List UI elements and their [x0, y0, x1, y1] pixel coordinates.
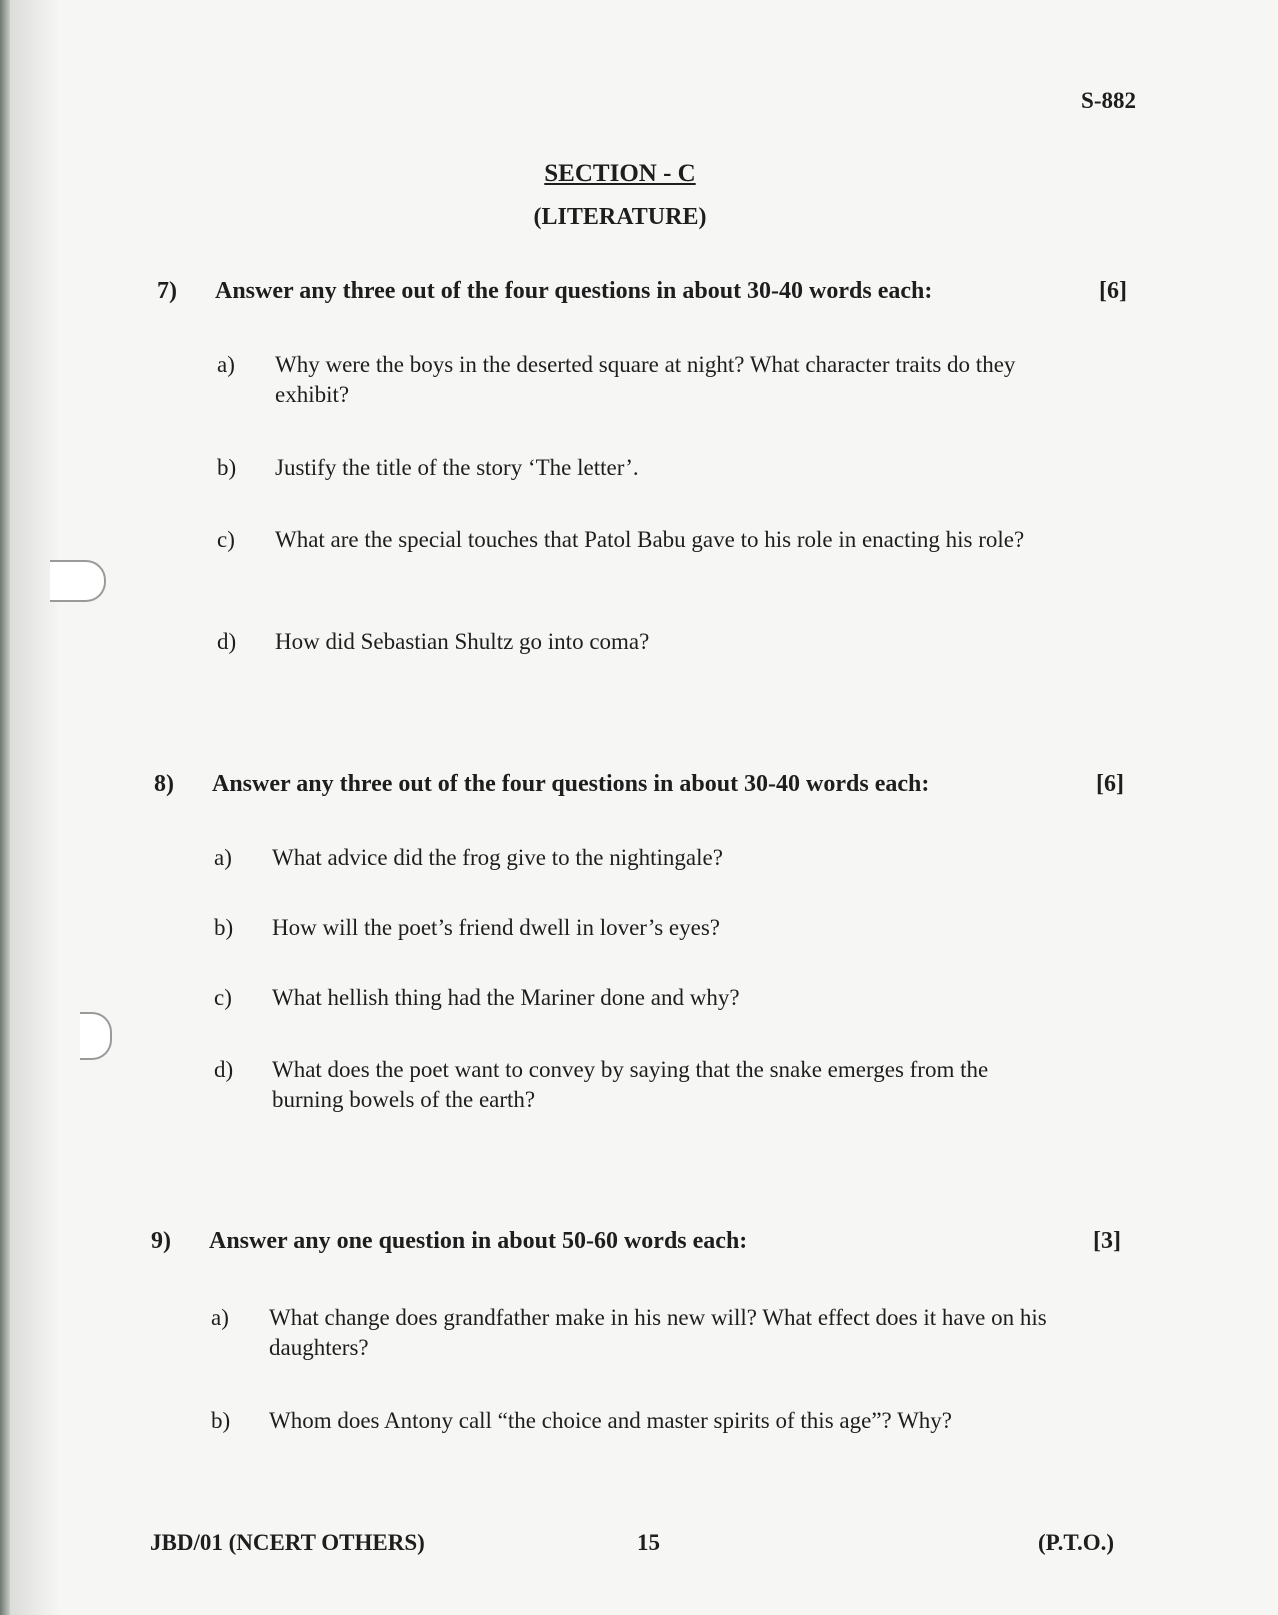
part-text: What are the special touches that Patol Babu gave to his role in enacting his role? [275, 527, 1025, 552]
question-number: 7) [157, 278, 177, 304]
question-instruction: Answer any one question in about 50-60 words each: [209, 1228, 748, 1254]
part-label: b) [214, 915, 234, 940]
section-subject: (LITERATURE) [533, 204, 707, 230]
part-text: How did Sebastian Shultz go into coma? [275, 629, 650, 654]
question-9-heading [151, 1228, 1129, 1260]
part-label: a) [214, 845, 232, 870]
question-instruction: Answer any three out of the four questions in about 30-40 words each: [215, 278, 933, 304]
part-text: What does the poet want to convey by saying that the snake emerges from the burning bowels of the earth? [272, 1057, 989, 1112]
part-text: Justify the title of the story ‘The letter’. [275, 455, 639, 480]
part-text: What change does grandfather make in his new will? What effect does it have on his daughters? [269, 1305, 1047, 1360]
scan-left-edge [0, 0, 10, 1615]
part-label: c) [214, 985, 232, 1010]
part-label: c) [217, 527, 235, 552]
part-text: Why were the boys in the deserted square at night? What character traits do they exhibit? [275, 352, 1016, 407]
paper-code: S-882 [1081, 88, 1136, 113]
part-text: What hellish thing had the Mariner done and why? [272, 985, 740, 1010]
part-text: Whom does Antony call “the choice and master spirits of this age”? Why? [269, 1408, 952, 1433]
part-label: a) [217, 352, 235, 377]
footer-pto: (P.T.O.) [1038, 1530, 1115, 1555]
part-label: d) [214, 1057, 234, 1082]
footer-page-number: 15 [637, 1530, 660, 1555]
question-instruction: Answer any three out of the four questions in about 30-40 words each: [212, 771, 930, 797]
part-text: What advice did the frog give to the nightingale? [272, 845, 723, 870]
question-marks: [6] [1096, 771, 1124, 797]
scan-shadow [10, 0, 60, 1615]
part-label: a) [211, 1305, 229, 1330]
punch-hole-bottom [80, 1012, 112, 1060]
part-label: d) [217, 629, 237, 654]
question-7-heading [157, 278, 1135, 310]
question-marks: [6] [1099, 278, 1127, 304]
part-label: b) [211, 1408, 231, 1433]
question-number: 8) [154, 771, 174, 797]
question-8-heading [154, 771, 1132, 803]
part-label: b) [217, 455, 237, 480]
punch-hole-top [50, 560, 106, 602]
question-number: 9) [151, 1228, 171, 1254]
question-marks: [3] [1093, 1228, 1121, 1254]
part-text: How will the poet’s friend dwell in lover’s eyes? [272, 915, 720, 940]
footer-paper-code: JBD/01 (NCERT OTHERS) [150, 1530, 425, 1555]
section-title: SECTION - C [544, 160, 696, 187]
